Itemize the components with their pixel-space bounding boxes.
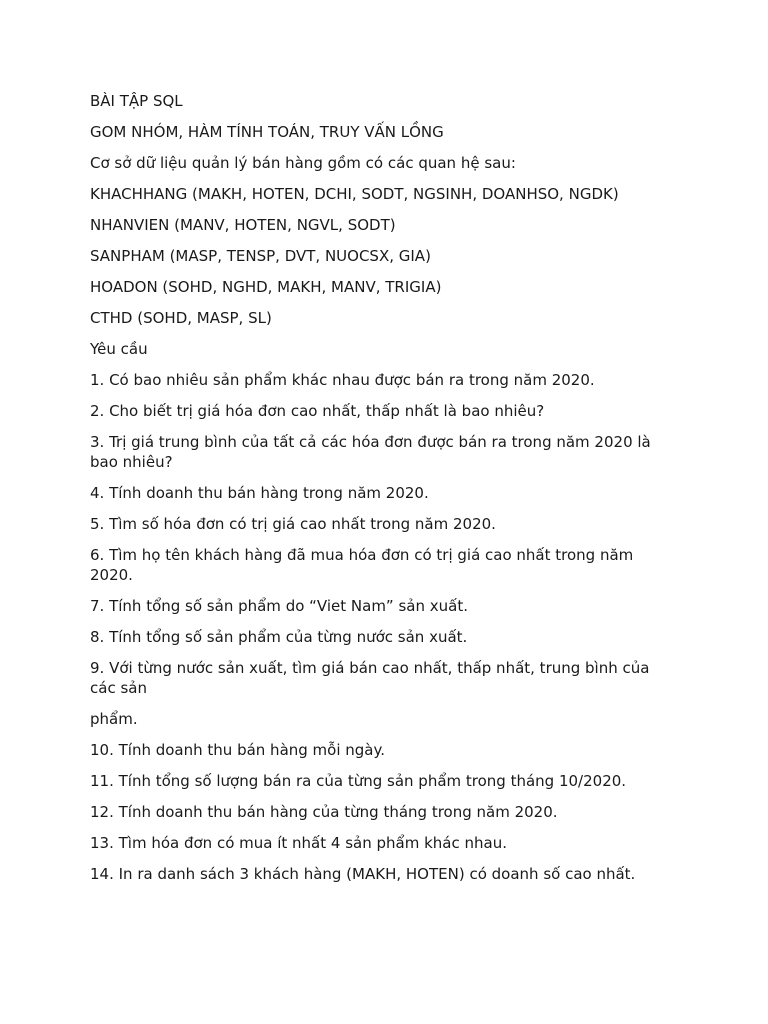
question-item: 11. Tính tổng số lượng bán ra của từng sản phẩm trong tháng 10/2020. [90,772,627,790]
question-list [90,370,670,884]
document-intro: Cơ sở dữ liệu quản lý bán hàng gồm có các quan hệ sau: [90,154,516,172]
question-item: 10. Tính doanh thu bán hàng mỗi ngày. [90,741,386,759]
question-item: 6. Tìm họ tên khách hàng đã mua hóa đơn có trị giá cao nhất trong năm 2020. [90,546,634,584]
relation-cthd: CTHD (SOHD, MASP, SL) [90,309,272,327]
question-item: 8. Tính tổng số sản phẩm của từng nước sản xuất. [90,628,468,646]
question-item: 9. Với từng nước sản xuất, tìm giá bán cao nhất, thấp nhất, trung bình của các sản [90,659,650,697]
question-item: 1. Có bao nhiêu sản phẩm khác nhau được bán ra trong năm 2020. [90,371,595,389]
relation-hoadon: HOADON (SOHD, NGHD, MAKH, MANV, TRIGIA) [90,278,442,296]
question-item: 7. Tính tổng số sản phẩm do “Viet Nam” sản xuất. [90,597,468,615]
relation-sanpham: SANPHAM (MASP, TENSP, DVT, NUOCSX, GIA) [90,247,431,265]
question-item: 3. Trị giá trung bình của tất cả các hóa đơn được bán ra trong năm 2020 là bao nhiêu? [90,433,651,471]
document-content [90,91,670,895]
question-item: 2. Cho biết trị giá hóa đơn cao nhất, thấp nhất là bao nhiêu? [90,402,545,420]
question-item: 13. Tìm hóa đơn có mua ít nhất 4 sản phẩm khác nhau. [90,834,507,852]
question-item: 14. In ra danh sách 3 khách hàng (MAKH, HOTEN) có doanh số cao nhất. [90,865,636,883]
question-item: 5. Tìm số hóa đơn có trị giá cao nhất trong năm 2020. [90,515,496,533]
document-subtitle: GOM NHÓM, HÀM TÍNH TOÁN, TRUY VẤN LỒNG [90,123,444,141]
question-item-continuation: phẩm. [90,710,138,728]
question-item: 12. Tính doanh thu bán hàng của từng tháng trong năm 2020. [90,803,558,821]
relation-khachhang: KHACHHANG (MAKH, HOTEN, DCHI, SODT, NGSINH, DOANHSO, NGDK) [90,185,619,203]
requirements-heading: Yêu cầu [90,340,148,358]
relation-nhanvien: NHANVIEN (MANV, HOTEN, NGVL, SODT) [90,216,396,234]
question-item: 4. Tính doanh thu bán hàng trong năm 2020. [90,484,429,502]
document-title: BÀI TẬP SQL [90,92,183,110]
